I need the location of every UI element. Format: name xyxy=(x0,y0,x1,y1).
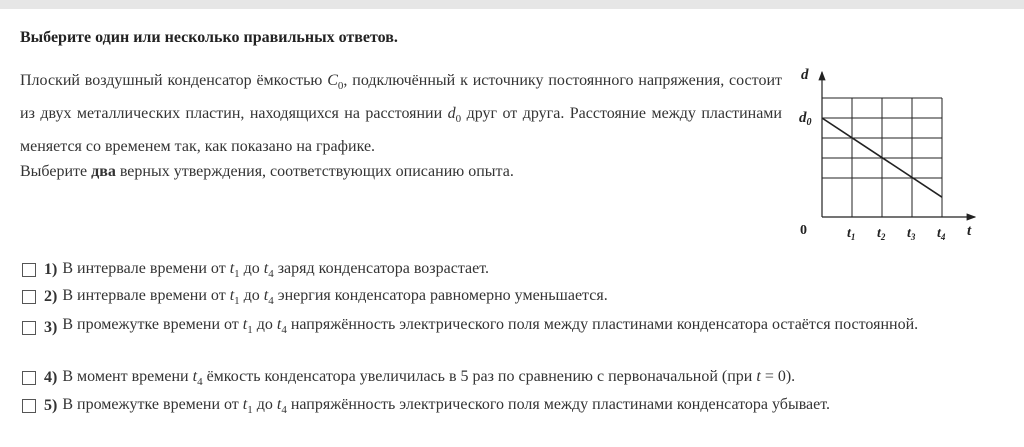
q-text-4: Выберите xyxy=(20,163,92,181)
d0-label xyxy=(799,110,812,128)
option-number: 4) xyxy=(44,369,58,387)
option-1-checkbox[interactable] xyxy=(22,263,36,277)
option-text: В промежутке времени от $t_1$ до $t_4$ напряжённость электрического поля между пластинами конденсатора остаётся постоянной. xyxy=(62,316,919,337)
option-number: 5) xyxy=(44,397,58,415)
option-text: В интервале времени от $t_1$ до $t_4$ энергия конденсатора равномерно уменьшается. xyxy=(62,287,608,308)
tick-label-t4: $t_4$ xyxy=(937,226,946,242)
option-5[interactable] xyxy=(22,396,1022,416)
q-d-sub: 0 xyxy=(455,113,462,126)
q-text-2: , подключённый к источнику постоянного напряжения, состоит из двух металлических пластин, находящихся на расстоянии xyxy=(20,72,782,123)
q-d-symbol: d xyxy=(447,105,456,123)
y-axis-label: d xyxy=(801,67,809,83)
question-text xyxy=(20,67,782,184)
d0-main: d xyxy=(799,110,807,126)
option-1[interactable] xyxy=(22,260,1022,280)
option-2[interactable] xyxy=(22,287,1022,307)
option-5-checkbox[interactable] xyxy=(22,399,36,413)
q-text-3: друг от друга. Расстояние между пластинами меняется со временем так, как показано на графике. xyxy=(20,105,782,156)
top-bar xyxy=(0,0,1024,9)
tick-label-t1: $t_1$ xyxy=(847,226,856,242)
option-text: В момент времени $t_4$ ёмкость конденсатора увеличилась в 5 раз по сравнению с первоначальной (при t = 0). xyxy=(62,368,796,389)
x-axis-label: t xyxy=(967,223,972,239)
origin-label: 0 xyxy=(800,223,807,238)
q-C-sub: 0 xyxy=(337,80,344,93)
tick-label-t2: $t_2$ xyxy=(877,226,886,242)
option-text: В промежутке времени от $t_1$ до $t_4$ напряжённость электрического поля между пластинами конденсатора убывает. xyxy=(62,396,831,417)
distance-time-graph xyxy=(795,62,985,244)
tick-label-t3: $t_3$ xyxy=(907,226,916,242)
instruction: Выберите один или несколько правильных ответов. xyxy=(20,29,398,46)
option-2-checkbox[interactable] xyxy=(22,290,36,304)
q-text-1: Плоский воздушный конденсатор ёмкостью xyxy=(20,72,328,89)
option-4-checkbox[interactable] xyxy=(22,371,36,385)
option-number: 1) xyxy=(44,261,58,279)
d0-sub: 0 xyxy=(806,117,812,128)
option-number: 2) xyxy=(44,288,58,306)
q-text-bold: два xyxy=(91,163,116,181)
q-text-5: верных утверждения, соответствующих описанию опыта. xyxy=(115,163,514,181)
option-3[interactable] xyxy=(22,311,1022,344)
option-text: В интервале времени от $t_1$ до $t_4$ заряд конденсатора возрастает. xyxy=(62,260,489,281)
option-4[interactable] xyxy=(22,368,1022,388)
option-3-checkbox[interactable] xyxy=(22,321,36,335)
option-number: 3) xyxy=(44,318,58,336)
q-C-symbol: C xyxy=(327,72,338,89)
